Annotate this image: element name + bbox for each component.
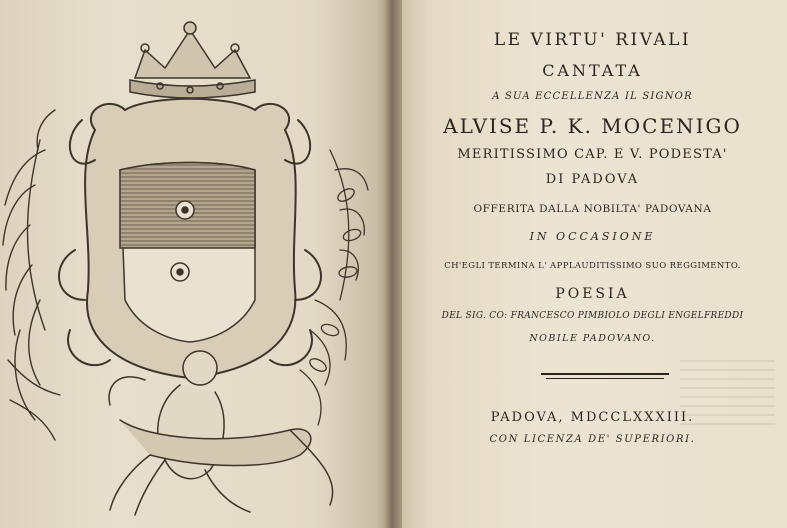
foliage-right [300, 150, 368, 425]
crown [130, 22, 255, 98]
dedication-line: A SUA ECCELLENZA IL SIGNOR [492, 91, 693, 102]
shield [120, 163, 255, 343]
genre-line: POESIA [555, 286, 630, 302]
putto-figure [109, 351, 333, 515]
dedicatee-city: DI PADOVA [545, 172, 640, 187]
dedicatee-office: MERITISSIMO CAP. E V. PODESTA' [457, 147, 728, 162]
imprint-licence: CON LICENZA DE' SUPERIORI. [489, 434, 696, 445]
author-title: NOBILE PADOVANO. [529, 333, 656, 344]
dedicatee-name: ALVISE P. K. MOCENIGO [443, 114, 742, 138]
occasion-line: IN OCCASIONE [529, 230, 656, 243]
coat-of-arms-engraving [0, 0, 392, 528]
author-line: DEL SIG. CO: FRANCESCO PIMBIOLO DEGLI ENGELFREDDI [441, 311, 744, 321]
title-line-1: LE VIRTU' RIVALI [493, 30, 692, 50]
ornamental-rule-thin [546, 378, 664, 379]
ornamental-rule [541, 373, 669, 375]
title-line-2: CANTATA [542, 61, 643, 80]
offering-line: OFFERITA DALLA NOBILTA' PADOVANA [473, 203, 712, 215]
foliage-left [3, 110, 60, 440]
imprint-place: PADOVA, MDCCLXXXIII. [490, 410, 695, 425]
occasion-detail: CH'EGLI TERMINA L' APPLAUDITISSIMO SUO REGGIMENTO. [444, 261, 741, 271]
